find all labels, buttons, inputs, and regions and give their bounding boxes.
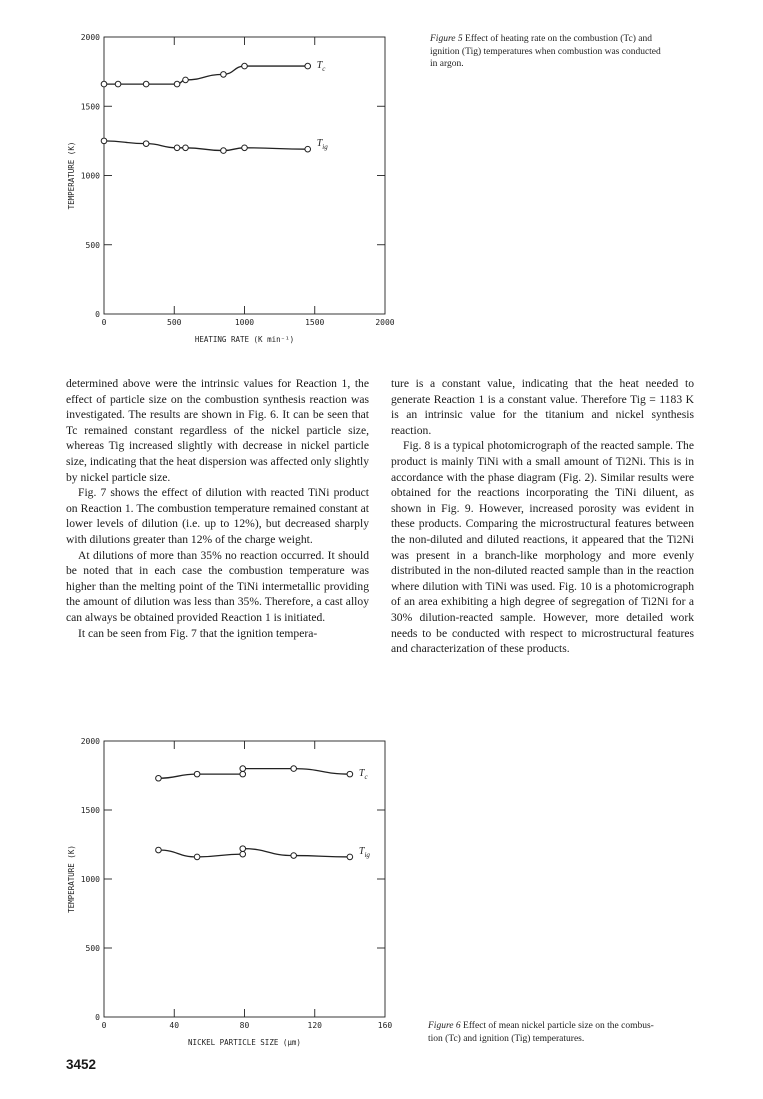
page-number: 3452	[66, 1057, 97, 1072]
fig6-x-tick-label: 160	[377, 1021, 393, 1030]
fig6-series-label-tc: $T_c$	[358, 768, 368, 782]
figure-6-caption	[428, 1020, 718, 1045]
fig6-y-tick-label: 1000	[80, 875, 100, 884]
fig6-data-point-tig	[240, 851, 246, 857]
fig6-y-tick-label: 2000	[80, 737, 100, 746]
fig6-series-line-tig	[158, 849, 349, 857]
fig6-data-point-tc	[240, 771, 246, 777]
figure-6-caption-label: Figure 6	[428, 1021, 461, 1031]
fig6-data-point-tig	[156, 847, 162, 853]
fig6-data-point-tc	[291, 766, 297, 772]
fig5-y-tick-label: 1000	[80, 171, 100, 181]
paragraph: determined above were the intrinsic values for Reaction 1, the effect of particle size on the combustion synthesis reaction was investigated. The results are shown in Fig. 6. It can be seen that Tc remained constant regardless of the nickel particle size, whereas Tig increased slightly with decrease in nickel particle size, indicating that the heat dispersion was affected only slightly by nickel particle size.	[66, 377, 369, 484]
fig5-x-tick-label: 500	[167, 318, 182, 327]
figure-6-caption-text	[428, 1021, 654, 1044]
figure-5-caption-line-1: Effect of heating rate on the combustion (Tc) and	[465, 34, 652, 44]
fig6-data-point-tig	[194, 854, 200, 860]
fig6-data-point-tc	[156, 775, 162, 781]
fig6-data-point-tig	[347, 854, 353, 860]
fig6-y-tick-label: 1500	[80, 806, 100, 815]
figure-5-caption-label: Figure 5	[430, 34, 463, 44]
fig5-x-tick-label: 0	[101, 318, 107, 327]
fig6-series-line-tc	[158, 769, 349, 779]
fig6-series-label-tig: $T_{ig}$	[358, 845, 370, 859]
paragraph: At dilutions of more than 35% no reaction occurred. It should be noted that in each case the combustion temperature was higher than the melting point of the TiNi intermetallic providing the amount of dilution was less than 35%. Therefore, a cast alloy can always be obtained provided Reaction 1 is initiated.	[66, 548, 369, 624]
figure-6-caption-line-1: Effect of mean nickel particle size on the combus-	[463, 1021, 654, 1031]
fig6-data-point-tc	[347, 771, 353, 777]
fig6-x-tick-label: 0	[101, 1021, 107, 1030]
fig6-x-tick-label: 80	[239, 1021, 250, 1030]
paragraph: ture is a constant value, indicating that the heat needed to generate Reaction 1 is a constant value. Therefore Tig = 1183 K is an intrinsic value for the titanium and nickel synthesis reaction.	[391, 377, 694, 437]
fig6-y-tick-label: 500	[85, 944, 100, 953]
figure-5-caption-line-2: ignition (Tig) temperatures when combustion was conducted	[430, 46, 661, 57]
fig6-plot-frame	[104, 741, 385, 1017]
paragraph: Fig. 8 is a typical photomicrograph of the reacted sample. The product is mainly TiNi with a small amount of Ti2Ni. This is in accordance with the phase diagram (Fig. 2). Similar results were obtained for the reactions incorporating the TiNi diluent, as shown in Fig. 9. However, increased porosity was evident in these products. Comparing the microstructural features between the non-diluted and diluted reactions, it appeared that the Ti2Ni was present in a branch-like morphology and more evenly distributed in the non-diluted reacted sample than in the reaction where dilution with TiNi was used. Fig. 10 is a photomicrograph of an area exhibiting a high degree of segregation of Ti2Ni for a 30% dilution-reacted sample. However, more detailed work needs to be conducted with respect to microstructural features and characterization of these products.	[391, 439, 694, 656]
fig5-x-axis-label: HEATING RATE (K min⁻¹)	[194, 335, 295, 344]
fig6-y-tick-label: 0	[95, 1013, 100, 1022]
fig6-x-tick-label: 120	[307, 1021, 322, 1030]
fig5-y-tick-label: 2000	[80, 33, 100, 42]
paragraph: It can be seen from Fig. 7 that the ignition tempera-	[78, 626, 318, 640]
fig6-x-tick-label: 40	[169, 1021, 180, 1030]
fig5-x-tick-label: 1500	[305, 318, 325, 327]
fig6-data-point-tig	[291, 853, 297, 859]
fig6-data-point-tc	[240, 766, 246, 772]
fig5-y-axis-label: TEMPERATURE (K)	[67, 141, 76, 210]
figure-5-caption-line-3: in argon.	[430, 59, 464, 69]
figure-6-caption-line-2: tion (Tc) and ignition (Tig) temperatures.	[428, 1033, 585, 1044]
fig5-x-tick-label: 2000	[375, 318, 395, 327]
fig6-data-point-tc	[194, 771, 200, 777]
fig6-x-axis-label: NICKEL PARTICLE SIZE (μm)	[188, 1038, 301, 1047]
fig5-series-label-tig: $T_{ig}$	[316, 138, 328, 152]
paragraph: Fig. 7 shows the effect of dilution with reacted TiNi product on Reaction 1. The combustion temperature remained constant at lower levels of dilution (i.e. up to 12%), but decreased sharply with dilutions greater than 12% of the charge weight.	[66, 486, 369, 546]
fig5-y-tick-label: 500	[85, 240, 100, 250]
fig6-y-axis-label: TEMPERATURE (K)	[67, 845, 76, 913]
fig5-y-tick-label: 0	[95, 310, 100, 319]
fig5-x-tick-label: 1000	[234, 318, 255, 327]
fig6-data-point-tig	[240, 846, 246, 852]
fig5-series-label-tc: $T_c$	[316, 60, 326, 74]
fig5-y-tick-label: 1500	[80, 102, 100, 112]
